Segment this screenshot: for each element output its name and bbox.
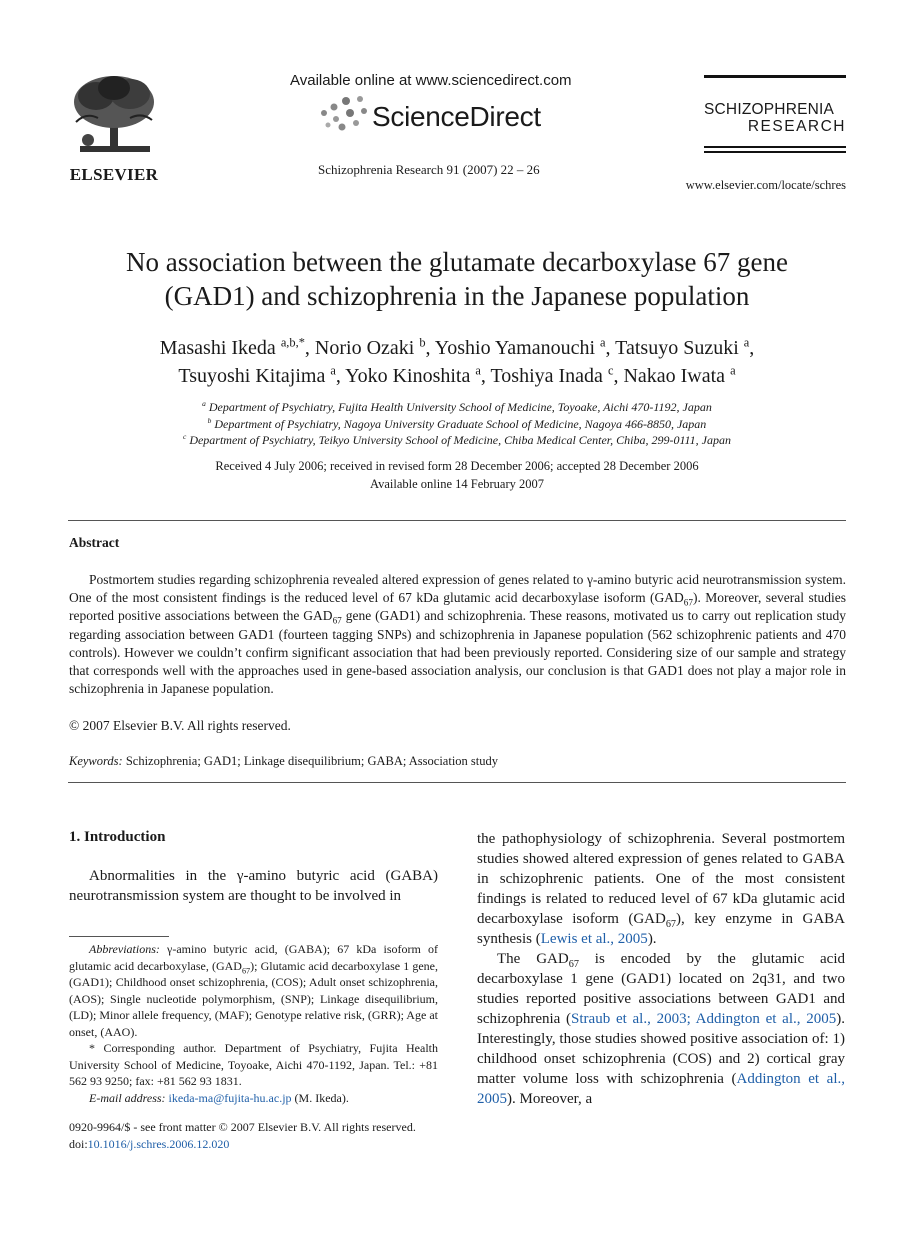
- right-column: [477, 829, 845, 1109]
- sciencedirect-dots-icon: [316, 93, 372, 135]
- author-affil-mark[interactable]: a: [743, 335, 750, 350]
- body-paragraph: [477, 829, 845, 949]
- footnotes: [69, 941, 438, 1106]
- journal-logo: [704, 75, 846, 153]
- abstract-text: gene (GAD1) and schizophrenia. These reasons, motivated us to carry out replication study regarding association between GAD1 (fourteen tagging SNPs) and schizophrenia in Japanese population (562 schizophrenic patients and 470 controls). However we couldn’t confirm significant association that had been previously reported. Considering size of our sample and strategy that corresponds well with the approaches used in gene-based association analysis, our conclusion is that GAD1 does not play a major role in schizophrenia in Japanese population.: [69, 608, 847, 697]
- body-text: is encoded by the glutamic acid decarboxylase 1 gene (GAD1) located on 2q31, and two studies reported positive associations between GAD1 and schizophrenia (: [477, 951, 845, 1027]
- doi-line: [69, 1136, 416, 1153]
- sciencedirect-name: ScienceDirect: [372, 101, 541, 132]
- body-paragraph: Abnormalities in the γ-amino butyric acid (GABA) neurotransmission system are thought to be involved in: [69, 868, 438, 904]
- author-separator: ,: [480, 365, 491, 387]
- email-label: E-mail address:: [89, 1090, 166, 1105]
- author-line: [70, 334, 844, 362]
- footnote-rule: [69, 936, 169, 937]
- abstract-paragraph: [69, 571, 846, 698]
- issn-line: 0920-9964/$ - see front matter © 2007 Elsevier B.V. All rights reserved.: [69, 1120, 416, 1134]
- email-owner: (M. Ikeda).: [291, 1090, 349, 1105]
- journal-citation: Schizophrenia Research 91 (2007) 22 – 26: [318, 162, 540, 177]
- keywords-label: Keywords:: [69, 754, 123, 768]
- affiliation: [70, 416, 844, 433]
- email-footnote: [69, 1090, 438, 1107]
- abstract-text: Postmortem studies regarding schizophrenia revealed altered expression of genes related to γ-amino butyric acid neurotransmission system. One of the most consistent findings is the reduced level of 67 kDa glutamic acid decarboxylase isoform (GAD: [69, 572, 846, 606]
- author-separator: ,: [425, 337, 435, 359]
- author-affil-mark[interactable]: c: [607, 363, 614, 378]
- section-heading: 1. Introduction: [69, 829, 166, 845]
- divider: [68, 520, 846, 521]
- author-affil-mark[interactable]: a: [330, 363, 336, 378]
- journal-url[interactable]: www.elsevier.com/locate/schres: [685, 178, 846, 192]
- keywords: [69, 754, 498, 769]
- corresponding-author-footnote: * Corresponding author. Department of Psychiatry, Fujita Health University School of Medicine, Toyoake, Aichi 470-1192, Japan. Tel.: +81 562 93 9250; fax: +81 562 93 1831.: [69, 1041, 438, 1088]
- publisher-name: ELSEVIER: [69, 165, 159, 184]
- doi-link[interactable]: 10.1016/j.schres.2006.12.020: [87, 1136, 230, 1151]
- author-affil-mark[interactable]: a: [475, 363, 481, 378]
- article-dates: [70, 458, 844, 493]
- journal-logo-rule: [704, 75, 846, 78]
- body-paragraph: [477, 949, 845, 1109]
- title-line: No association between the glutamate decarboxylase 67 gene: [125, 247, 788, 277]
- citation-link[interactable]: Lewis et al., 2005: [540, 931, 648, 947]
- footnote-subscript: 67: [241, 965, 251, 975]
- author-name: Tatsuyo Suzuki: [615, 337, 739, 359]
- body-text: ). Interestingly, those studies showed positive association of: 1) childhood onset schizophrenia (COS) and 2) cortical gray matter volume loss with schizophrenia (: [477, 1011, 845, 1087]
- available-online-text: Available online at www.sciencedirect.com: [290, 72, 572, 89]
- affiliation-mark: a: [202, 399, 206, 408]
- elsevier-tree-icon: [66, 72, 162, 158]
- author-separator: ,: [749, 337, 755, 359]
- author-separator: ,: [605, 337, 616, 359]
- author-name: Toshiya Inada: [490, 365, 603, 387]
- author-name: Masashi Ikeda: [159, 337, 276, 359]
- affiliation-mark: c: [183, 432, 187, 441]
- affiliations: [70, 399, 844, 449]
- author-name: Tsuyoshi Kitajima: [178, 365, 326, 387]
- author-name: Norio Ozaki: [314, 337, 415, 359]
- abstract-text: ). Moreover, several studies reported positive associations between the GAD: [69, 590, 846, 624]
- affiliation-text: Department of Psychiatry, Fujita Health University School of Medicine, Toyoake, Aichi 470-1192, Japan: [208, 400, 712, 414]
- author-separator: ,: [613, 365, 624, 387]
- divider: [68, 782, 846, 783]
- abbreviations-footnote: [69, 941, 438, 1040]
- abstract-body: [69, 571, 846, 698]
- affiliation-text: Department of Psychiatry, Nagoya University Graduate School of Medicine, Nagoya 466-8850, Japan: [214, 416, 707, 431]
- citation-link[interactable]: Addington et al., 2005: [477, 1071, 845, 1107]
- journal-logo-rule: [704, 151, 846, 153]
- received-dates: Received 4 July 2006; received in revised form 28 December 2006; accepted 28 December 2006: [215, 459, 699, 473]
- author-list: [70, 334, 844, 390]
- email-link[interactable]: ikeda-ma@fujita-hu.ac.jp: [168, 1090, 292, 1105]
- doi-label: doi:: [69, 1136, 88, 1151]
- keywords-text: Schizophrenia; GAD1; Linkage disequilibrium; GABA; Association study: [122, 754, 499, 768]
- body-text: The GAD: [497, 951, 569, 967]
- elsevier-logo: [66, 72, 162, 185]
- issn-block: [69, 1119, 416, 1152]
- article-title: [70, 245, 844, 313]
- abbreviations-label: Abbreviations:: [89, 942, 160, 956]
- body-subscript: 67: [665, 919, 677, 930]
- journal-name-line2: RESEARCH: [747, 118, 846, 135]
- author-affil-mark[interactable]: b: [419, 335, 426, 350]
- author-line: [70, 362, 844, 390]
- journal-name-line1: SCHIZOPHRENIA: [704, 101, 835, 118]
- body-subscript: 67: [568, 959, 579, 970]
- affiliation: [70, 432, 844, 449]
- affiliation: [70, 399, 844, 416]
- abstract-subscript: 67: [332, 616, 342, 627]
- affiliation-text: Department of Psychiatry, Teikyo University School of Medicine, Chiba Medical Center, Chiba, 299-0111, Japan: [189, 433, 731, 447]
- body-text: ).: [647, 931, 657, 947]
- author-affil-mark[interactable]: a,b,*: [280, 335, 305, 350]
- citation-link[interactable]: Straub et al., 2003; Addington et al., 2005: [571, 1011, 837, 1027]
- abstract-heading: Abstract: [69, 535, 120, 550]
- body-text: ), key enzyme in GABA synthesis (: [477, 911, 845, 947]
- title-line: (GAD1) and schizophrenia in the Japanese population: [164, 281, 750, 311]
- author-affil-mark[interactable]: a: [730, 363, 736, 378]
- author-name: Nakao Iwata: [623, 365, 726, 387]
- body-text: ). Moreover, a: [507, 1091, 593, 1107]
- sciencedirect-logo: [316, 93, 556, 143]
- author-affil-mark[interactable]: a: [600, 335, 606, 350]
- affiliation-mark: b: [207, 415, 212, 425]
- journal-logo-rule: [704, 146, 846, 148]
- author-separator: ,: [335, 365, 346, 387]
- abstract-copyright: © 2007 Elsevier B.V. All rights reserved.: [69, 718, 291, 733]
- footnote-text: γ-amino butyric acid, (GABA); 67 kDa isoform of glutamic acid decarboxylase, (GAD: [69, 942, 438, 973]
- body-text: the pathophysiology of schizophrenia. Several postmortem studies showed altered expression of genes related to GABA in schizophrenic patients. One of the most consistent findings is related to reduced level of 67 kDa glutamic acid decarboxylase isoform (GAD: [477, 831, 845, 927]
- author-name: Yoko Kinoshita: [345, 365, 471, 387]
- footnote-text: ); Glutamic acid decarboxylase 1 gene, (GAD1); Childhood onset schizophrenia, (COS); Adult onset schizophrenia, (AOS); Single nucleotide polymorphism, (SNP); Linkage disequilibrium, (LD); Minor allele frequency, (MAF); Genotype relative risk, (GRR); Age at onset, (AAO).: [69, 958, 438, 1039]
- author-name: Yoshio Yamanouchi: [434, 337, 596, 359]
- abstract-subscript: 67: [683, 597, 693, 608]
- author-separator: ,: [304, 337, 315, 359]
- left-column: [69, 829, 438, 906]
- available-online-date: Available online 14 February 2007: [369, 476, 545, 491]
